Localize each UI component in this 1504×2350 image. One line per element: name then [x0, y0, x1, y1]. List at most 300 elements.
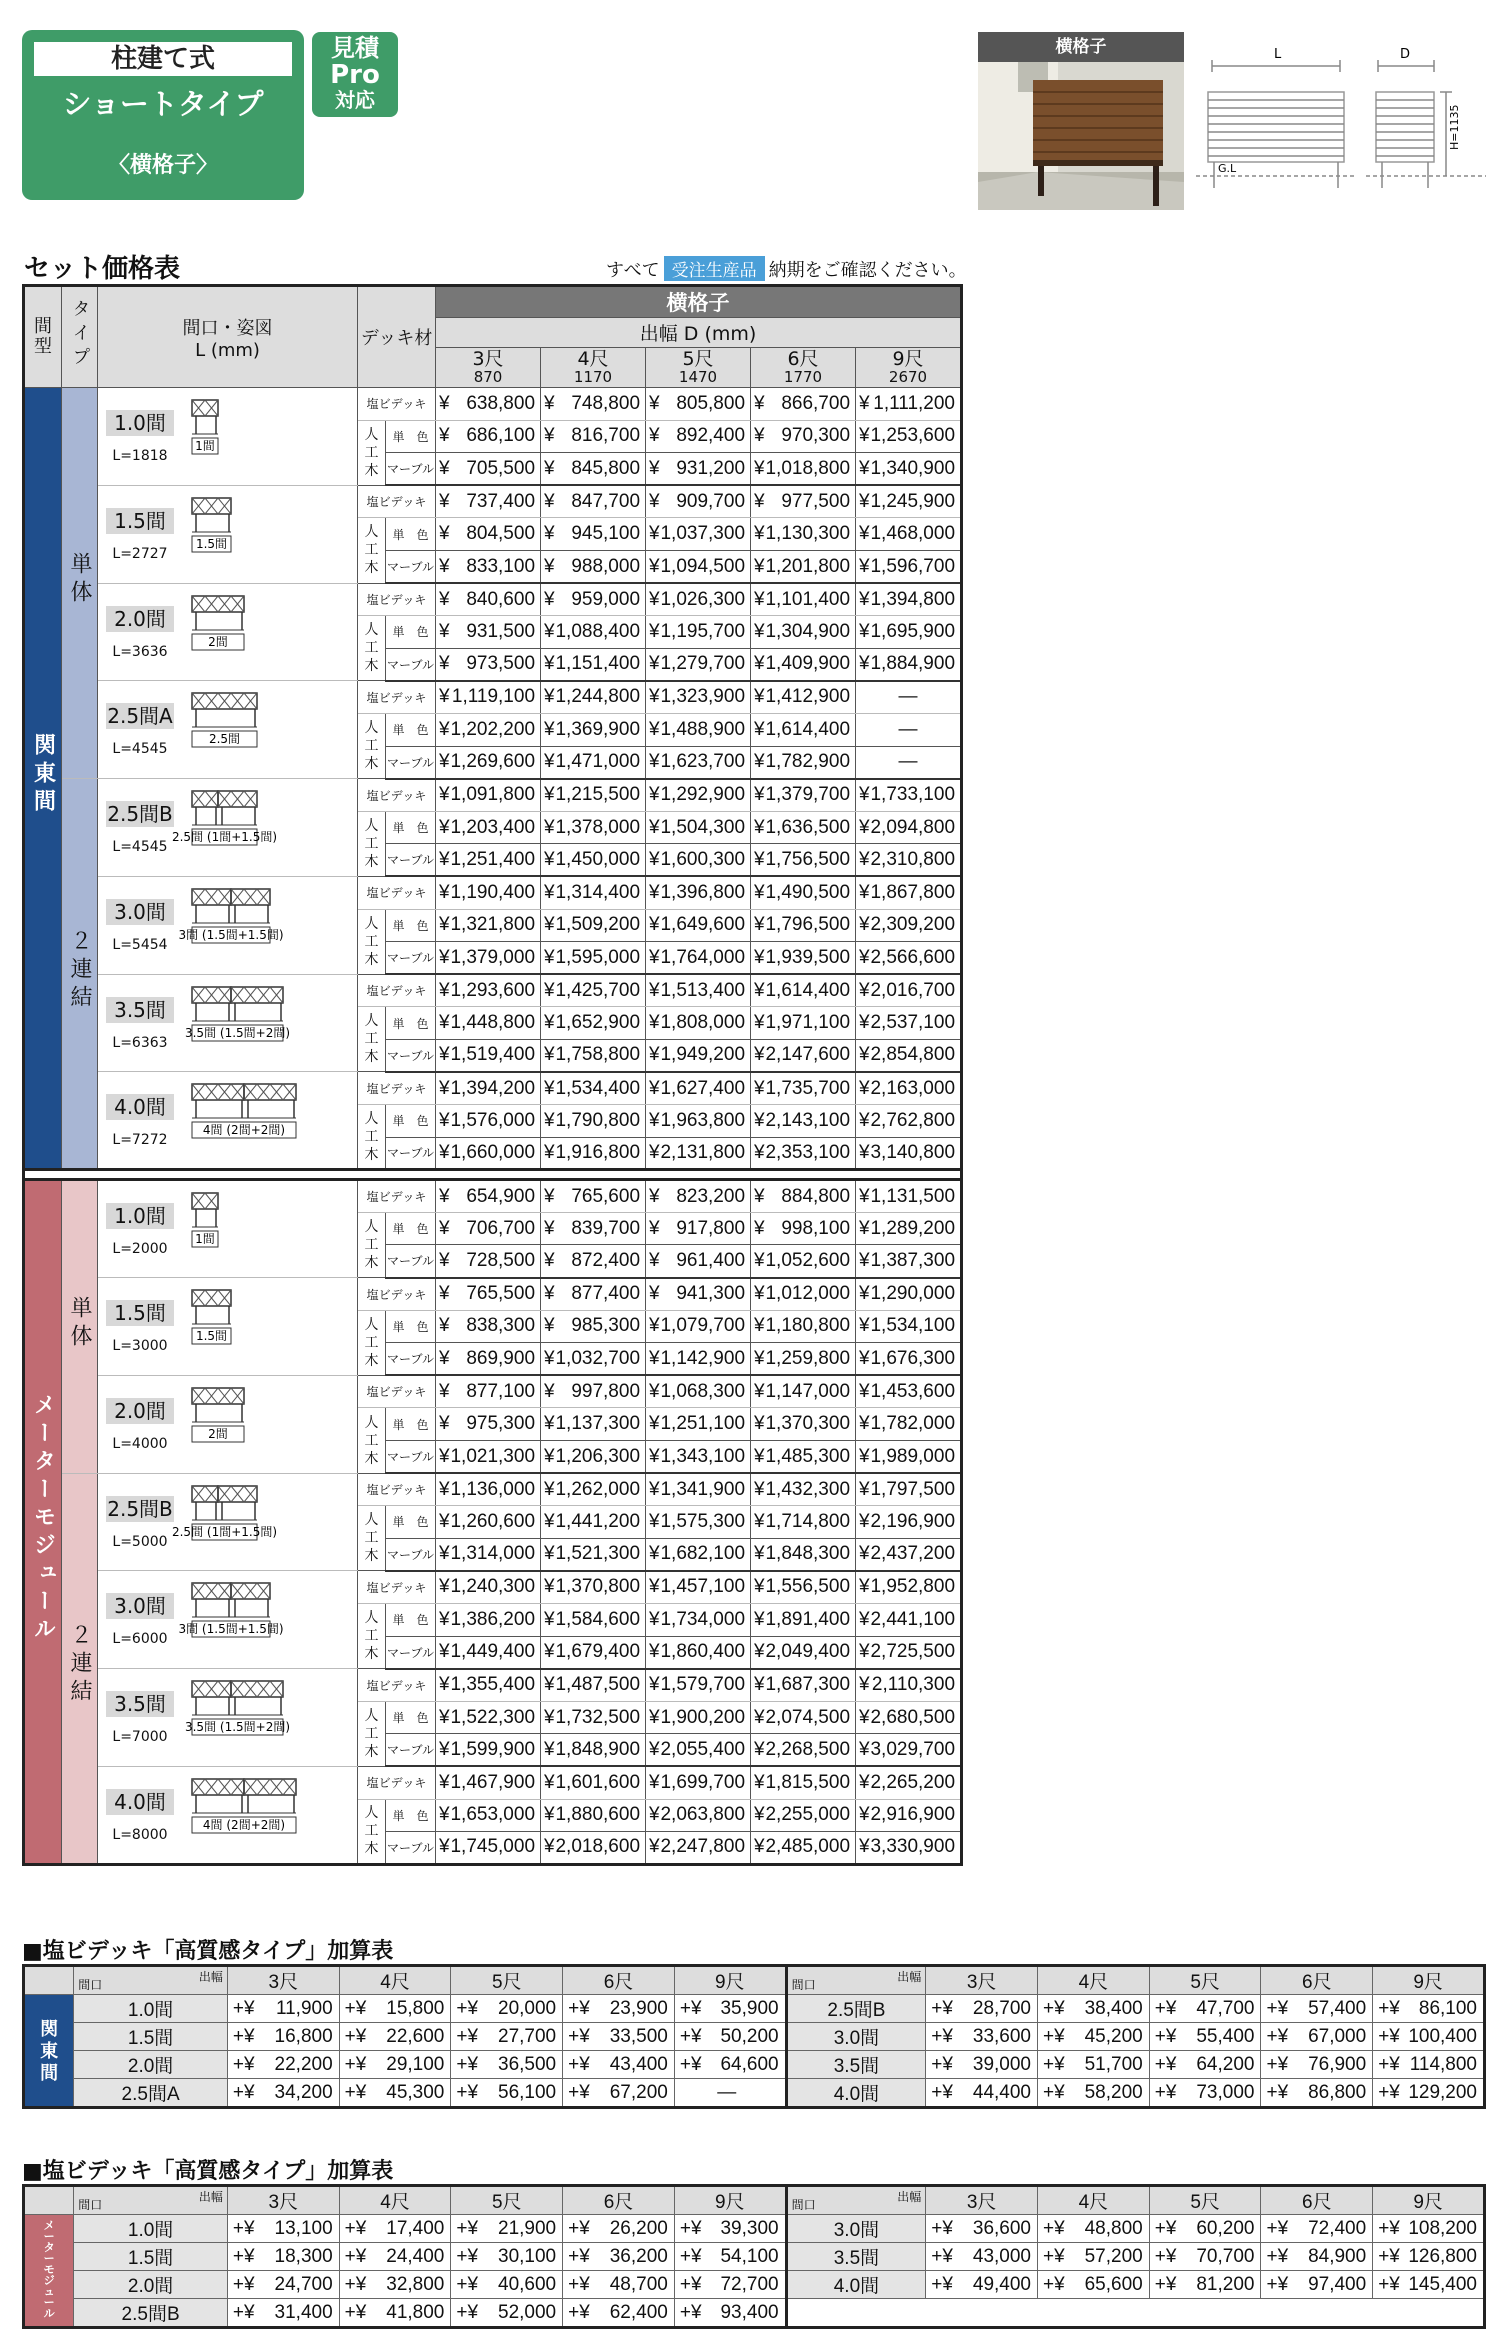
price-cell — [856, 1278, 962, 1311]
price-row — [24, 1375, 962, 1408]
mitsumori-pro-badge — [312, 32, 398, 117]
yen-sign: ¥ — [859, 1608, 870, 1630]
addon-amount: 45,200 — [1084, 2025, 1143, 2047]
addon-value — [926, 2079, 1038, 2108]
size-label: 1.5間 — [106, 1300, 174, 1326]
size-cell — [98, 583, 358, 681]
price-cell — [751, 1180, 856, 1213]
deck-jinkoboku: 人 工 木 — [358, 1799, 386, 1864]
plus-yen: +¥ — [344, 2025, 367, 2047]
price-value: 973,500 — [466, 653, 536, 675]
price-value: 1,595,000 — [555, 946, 641, 968]
price-cell — [751, 648, 856, 681]
price-cell — [541, 583, 646, 616]
price-cell — [751, 518, 856, 551]
price-value: 1,091,800 — [450, 784, 536, 806]
addon-size: 3.0間 — [786, 2215, 926, 2243]
price-value: 1,195,700 — [660, 620, 746, 642]
plus-yen: +¥ — [1043, 1997, 1065, 2019]
yen-sign: ¥ — [439, 1445, 450, 1467]
yen-sign: ¥ — [754, 1185, 765, 1207]
size-figure-label: 3.5間 (1.5間+2間) — [184, 1720, 291, 1735]
yen-sign: ¥ — [859, 1347, 870, 1369]
price-cell — [856, 1039, 962, 1072]
size-figure — [190, 594, 246, 656]
size-length: L=4545 — [112, 839, 168, 856]
addon-value — [1261, 2023, 1373, 2051]
addon-amount: 56,100 — [498, 2081, 557, 2103]
price-cell — [856, 1245, 962, 1278]
price-value: 1,521,300 — [555, 1543, 641, 1565]
yen-sign: ¥ — [649, 425, 660, 447]
plus-yen: +¥ — [1266, 2053, 1289, 2075]
header-col-1170 — [541, 348, 646, 388]
addon-value — [227, 2215, 339, 2243]
addon-amount: 73,000 — [1196, 2081, 1255, 2103]
price-cell — [646, 1245, 751, 1278]
yen-sign: ¥ — [649, 1738, 660, 1760]
size-figure-label: 3間 (1.5間+1.5間) — [178, 1622, 284, 1637]
addon-amount: 49,400 — [972, 2273, 1031, 2295]
plus-yen: +¥ — [1378, 2245, 1400, 2267]
price-cell — [541, 1538, 646, 1571]
price-value: 1,900,200 — [660, 1706, 746, 1728]
price-value: 847,700 — [571, 490, 641, 512]
yen-sign: ¥ — [754, 490, 765, 512]
header-deck: デッキ材 — [358, 286, 436, 388]
price-cell — [751, 746, 856, 779]
addon-value — [926, 2051, 1038, 2079]
size-length: L=4000 — [112, 1435, 168, 1452]
price-value: 728,500 — [466, 1249, 536, 1271]
deck-marble: マーブル — [386, 1538, 436, 1571]
price-value: 2,049,400 — [765, 1641, 851, 1663]
size-label: 2.0間 — [106, 1398, 174, 1424]
yen-sign: ¥ — [649, 979, 660, 1001]
price-cell — [436, 550, 541, 583]
price-value: 1,687,300 — [765, 1674, 851, 1696]
price-value: 1,260,600 — [450, 1510, 536, 1532]
addon-corner-right — [786, 2186, 926, 2215]
size-cell — [98, 779, 358, 877]
price-value: 1,453,600 — [870, 1380, 956, 1402]
size-label: 3.5間 — [106, 997, 174, 1023]
size-length: L=4545 — [112, 741, 168, 758]
addon-empty — [786, 2299, 1484, 2328]
price-value: 2,094,800 — [870, 816, 956, 838]
size-figure-wrap — [190, 594, 246, 660]
yen-sign: ¥ — [859, 816, 870, 838]
price-value: 805,800 — [676, 392, 746, 414]
price-value: 1,180,800 — [765, 1315, 851, 1337]
addon-value — [563, 2051, 675, 2079]
price-value: 2,016,700 — [870, 979, 956, 1001]
size-figure-wrap — [190, 1191, 220, 1257]
addon-col-header: 9尺 — [1373, 2186, 1485, 2215]
yen-sign: ¥ — [859, 490, 870, 512]
addon-amount: 32,800 — [386, 2273, 445, 2295]
deck-marble: マーブル — [386, 1137, 436, 1170]
set-price-table — [22, 284, 963, 1866]
price-value: 1,614,400 — [765, 979, 851, 1001]
yen-sign: ¥ — [544, 784, 555, 806]
price-cell — [436, 1832, 541, 1865]
price-cell — [751, 681, 856, 714]
price-cell — [856, 779, 962, 812]
price-value: 1,649,600 — [660, 914, 746, 936]
addon-size: 3.5間 — [786, 2051, 926, 2079]
addon-row — [24, 1995, 1485, 2023]
price-cell — [856, 1212, 962, 1245]
yen-sign: ¥ — [544, 1315, 555, 1337]
price-cell — [436, 1105, 541, 1138]
price-cell — [751, 1571, 856, 1604]
yen-sign: ¥ — [649, 686, 660, 708]
deck-tanshoku: 単 色 — [386, 1310, 436, 1343]
yen-sign: ¥ — [544, 816, 555, 838]
price-cell — [751, 420, 856, 453]
price-value: 1,289,200 — [870, 1217, 956, 1239]
price-cell — [436, 1278, 541, 1311]
addon-region-label: 関 東 間 — [24, 1995, 74, 2108]
size-figure-label: 3間 (1.5間+1.5間) — [178, 927, 284, 942]
corner-dehaba: 出幅 — [198, 2190, 223, 2204]
yen-sign: ¥ — [544, 425, 555, 447]
deck-tanshoku: 単 色 — [386, 909, 436, 942]
addon-amount: 39,300 — [720, 2217, 779, 2239]
price-cell — [646, 974, 751, 1007]
yen-sign: ¥ — [754, 946, 765, 968]
price-cell — [436, 616, 541, 649]
deck-marble: マーブル — [386, 453, 436, 486]
price-value: 748,800 — [571, 392, 641, 414]
price-value: 2,854,800 — [870, 1044, 956, 1066]
deck-marble: マーブル — [386, 648, 436, 681]
addon-row — [24, 2215, 1485, 2243]
addon-amount: 41,800 — [386, 2301, 445, 2323]
yen-sign: ¥ — [649, 718, 660, 740]
price-value: 1,101,400 — [765, 588, 851, 610]
price-value: 3,029,700 — [870, 1738, 956, 1760]
price-cell — [541, 1072, 646, 1105]
addon-value — [451, 2051, 563, 2079]
yen-sign: ¥ — [439, 881, 450, 903]
price-cell — [436, 1473, 541, 1506]
price-cell — [856, 1571, 962, 1604]
price-cell — [646, 681, 751, 714]
price-cell — [541, 1408, 646, 1441]
price-cell — [646, 485, 751, 518]
addon-value — [1038, 2051, 1150, 2079]
addon-value — [1373, 2271, 1485, 2299]
price-cell — [436, 811, 541, 844]
yen-sign: ¥ — [544, 1576, 555, 1598]
addon-value — [563, 2299, 675, 2328]
price-value: 2,255,000 — [765, 1804, 851, 1826]
yen-sign: ¥ — [439, 1608, 450, 1630]
price-value: 1,575,300 — [660, 1510, 746, 1532]
yen-sign: ¥ — [754, 1510, 765, 1532]
yen-sign: ¥ — [649, 1543, 660, 1565]
price-value: 2,110,300 — [871, 1674, 956, 1696]
yen-sign: ¥ — [859, 1044, 870, 1066]
price-value: 1,206,300 — [555, 1445, 641, 1467]
yen-sign: ¥ — [649, 1109, 660, 1131]
yen-sign: ¥ — [544, 1347, 555, 1369]
price-cell — [856, 1636, 962, 1669]
set-price-title: セット価格表 — [24, 254, 181, 284]
price-cell — [541, 485, 646, 518]
price-value: 1,343,100 — [660, 1445, 746, 1467]
price-value: 838,300 — [466, 1315, 536, 1337]
yen-sign: ¥ — [649, 1380, 660, 1402]
region-gap — [24, 1170, 962, 1180]
yen-sign: ¥ — [754, 1836, 765, 1858]
price-cell — [436, 1799, 541, 1832]
plus-yen: +¥ — [931, 2053, 953, 2075]
price-cell — [856, 453, 962, 486]
price-value: 1,534,400 — [555, 1077, 641, 1099]
price-cell — [856, 1072, 962, 1105]
price-value: 941,300 — [676, 1283, 746, 1305]
addon-size: 2.5間B — [786, 1995, 926, 2023]
price-value: 1,815,500 — [765, 1771, 851, 1793]
deck-tanshoku: 単 色 — [386, 518, 436, 551]
addon-amount: 34,200 — [274, 2081, 333, 2103]
price-value: 1,963,800 — [660, 1109, 746, 1131]
size-cell — [98, 974, 358, 1072]
price-value: 1,412,900 — [765, 686, 851, 708]
yen-sign: ¥ — [439, 1804, 450, 1826]
price-cell — [436, 1538, 541, 1571]
yen-sign: ¥ — [859, 1706, 870, 1728]
price-value: 1,094,500 — [660, 555, 746, 577]
yen-sign: ¥ — [649, 1706, 660, 1728]
header-type: タイプ — [62, 286, 98, 388]
header-col-1470 — [646, 348, 751, 388]
price-value: 1,636,500 — [765, 816, 851, 838]
price-cell — [436, 746, 541, 779]
addon-col-header: 9尺 — [1373, 1966, 1485, 1995]
price-value: 1,253,600 — [870, 425, 956, 447]
price-cell — [856, 1538, 962, 1571]
price-value: 2,680,500 — [870, 1706, 956, 1728]
price-cell — [751, 1278, 856, 1311]
dim-d: D — [1400, 47, 1411, 62]
yen-sign: ¥ — [649, 1771, 660, 1793]
price-value: 1,068,300 — [660, 1380, 746, 1402]
price-value: 872,400 — [571, 1249, 641, 1271]
yen-sign: ¥ — [754, 1641, 765, 1663]
price-value: 1,782,900 — [765, 751, 851, 773]
price-cell: — — [856, 681, 962, 714]
price-value: 2,247,800 — [660, 1836, 746, 1858]
addon-value — [674, 2243, 786, 2271]
yen-sign: ¥ — [754, 1217, 765, 1239]
price-cell — [646, 1278, 751, 1311]
plus-yen: +¥ — [232, 2025, 255, 2047]
addon-amount: 64,600 — [720, 2053, 779, 2075]
size-figure — [190, 1288, 233, 1350]
price-cell — [751, 1506, 856, 1539]
addon-size: 1.5間 — [74, 2243, 228, 2271]
addon-amount: 55,400 — [1196, 2025, 1255, 2047]
addon-value — [926, 2271, 1038, 2299]
size-figure — [190, 1082, 298, 1144]
price-value: 2,163,000 — [870, 1077, 956, 1099]
yen-sign: ¥ — [649, 620, 660, 642]
addon-amount: 72,700 — [720, 2273, 779, 2295]
price-cell — [751, 942, 856, 975]
yen-sign: ¥ — [754, 1109, 765, 1131]
price-value: 1,891,400 — [765, 1608, 851, 1630]
addon-corner — [74, 1966, 228, 1995]
price-cell — [751, 1799, 856, 1832]
price-value: 1,147,000 — [765, 1380, 851, 1402]
addon-corner — [74, 2186, 228, 2215]
size-cell — [98, 388, 358, 486]
price-value: 2,147,600 — [765, 1044, 851, 1066]
price-cell — [751, 1375, 856, 1408]
price-cell — [751, 1105, 856, 1138]
price-value: 1,880,600 — [555, 1804, 641, 1826]
price-value: 1,215,500 — [555, 784, 641, 806]
note-post: 納期をご確認ください。 — [768, 260, 967, 281]
col-shaku: 3尺 — [472, 347, 504, 370]
price-value: 1,018,800 — [765, 457, 851, 479]
addon-amount: 65,600 — [1084, 2273, 1143, 2295]
product-photo — [978, 32, 1184, 210]
type-label — [62, 779, 98, 1170]
deck-marble: マーブル — [386, 1832, 436, 1865]
addon-value — [563, 1995, 675, 2023]
price-value: 823,200 — [676, 1185, 746, 1207]
addon-value — [339, 1995, 451, 2023]
price-value: 1,534,100 — [870, 1315, 956, 1337]
deck-jinkoboku: 人 工 木 — [358, 909, 386, 974]
dim-l: L — [1274, 47, 1282, 62]
price-cell — [646, 1832, 751, 1865]
price-cell — [646, 648, 751, 681]
yen-sign: ¥ — [544, 1771, 555, 1793]
col-mm: 2670 — [888, 367, 928, 386]
price-value: 1,695,900 — [870, 620, 956, 642]
addon-value — [1261, 2079, 1373, 2108]
price-value: 686,100 — [466, 425, 536, 447]
addon-amount: 86,100 — [1418, 1997, 1477, 2019]
addon-amount: 70,700 — [1196, 2245, 1255, 2267]
badge-line1: 見積 — [331, 34, 379, 62]
addon-amount: 21,900 — [498, 2217, 557, 2239]
yen-sign: ¥ — [544, 1109, 555, 1131]
price-value: 1,259,800 — [765, 1347, 851, 1369]
yen-sign: ¥ — [859, 1012, 870, 1034]
yen-sign: ¥ — [649, 751, 660, 773]
yen-sign: ¥ — [544, 1185, 555, 1207]
price-value: 2,566,600 — [870, 946, 956, 968]
addon-value — [339, 2271, 451, 2299]
plus-yen: +¥ — [679, 2273, 702, 2295]
deck-tanshoku: 単 色 — [386, 1408, 436, 1441]
plus-yen: +¥ — [679, 2217, 702, 2239]
addon-amount: 35,900 — [720, 1997, 779, 2019]
size-label: 2.5間A — [107, 704, 173, 729]
size-cell — [98, 1766, 358, 1864]
price-value: 2,074,500 — [765, 1706, 851, 1728]
addon-size: 3.0間 — [786, 2023, 926, 2051]
deck-jinkoboku: 人 工 木 — [358, 1408, 386, 1473]
type-label — [62, 1473, 98, 1864]
addon-amount: 26,200 — [609, 2217, 668, 2239]
price-cell — [541, 681, 646, 714]
badge-line2: Pro — [330, 60, 380, 90]
plus-yen: +¥ — [456, 1997, 479, 2019]
size-cell — [98, 485, 358, 583]
yen-sign: ¥ — [754, 1674, 765, 1696]
price-value: 1,467,900 — [450, 1771, 536, 1793]
price-value: 877,100 — [466, 1380, 536, 1402]
yen-sign: ¥ — [649, 848, 660, 870]
yen-sign: ¥ — [859, 1283, 870, 1305]
addon-col-header: 6尺 — [563, 1966, 675, 1995]
badge-line3: 対応 — [335, 88, 375, 112]
yen-sign: ¥ — [754, 425, 765, 447]
deck-marble: マーブル — [386, 844, 436, 877]
price-value: 909,700 — [676, 490, 746, 512]
price-value: 765,600 — [571, 1185, 641, 1207]
price-value: 1,321,800 — [450, 914, 536, 936]
size-cell — [98, 1072, 358, 1170]
price-value: 1,652,900 — [555, 1012, 641, 1034]
price-cell — [646, 1072, 751, 1105]
corner-dehaba: 出幅 — [897, 1970, 922, 1984]
addon-amount: 129,200 — [1408, 2081, 1477, 2103]
addon-value — [926, 2243, 1038, 2271]
yen-sign: ¥ — [439, 816, 450, 838]
price-value: 1,939,500 — [765, 946, 851, 968]
addon-col-header: 5尺 — [451, 1966, 563, 1995]
size-figure-label: 3.5間 (1.5間+2間) — [184, 1025, 291, 1040]
addon-amount: 36,200 — [609, 2245, 668, 2267]
deck-jinkoboku: 人 工 木 — [358, 811, 386, 876]
price-cell — [541, 713, 646, 746]
price-value: 2,762,800 — [870, 1109, 956, 1131]
plus-yen: +¥ — [1154, 2273, 1177, 2295]
addon-value — [1149, 2243, 1261, 2271]
price-cell — [856, 1603, 962, 1636]
size-figure-label: 2.5間 (1間+1.5間) — [171, 830, 278, 845]
col-shaku: 5尺 — [682, 347, 714, 370]
plus-yen: +¥ — [456, 2273, 479, 2295]
price-value: 1,867,800 — [870, 881, 956, 903]
addon-amount: 22,600 — [386, 2025, 445, 2047]
price-cell — [751, 974, 856, 1007]
addon-amount: 126,800 — [1408, 2245, 1477, 2267]
plus-yen: +¥ — [568, 2273, 590, 2295]
deck-tanshoku: 単 色 — [386, 1799, 436, 1832]
price-value: 1,119,100 — [451, 686, 536, 708]
yen-sign: ¥ — [649, 653, 660, 675]
size-label: 3.0間 — [106, 899, 174, 925]
addon-value — [674, 2051, 786, 2079]
deck-enbi: 塩ビデッキ — [358, 1072, 436, 1105]
price-cell — [541, 1799, 646, 1832]
price-cell — [436, 1072, 541, 1105]
addon-amount: 11,900 — [275, 1997, 333, 2019]
size-cell — [98, 1571, 358, 1669]
size-figure — [190, 1777, 298, 1839]
price-cell — [646, 583, 751, 616]
